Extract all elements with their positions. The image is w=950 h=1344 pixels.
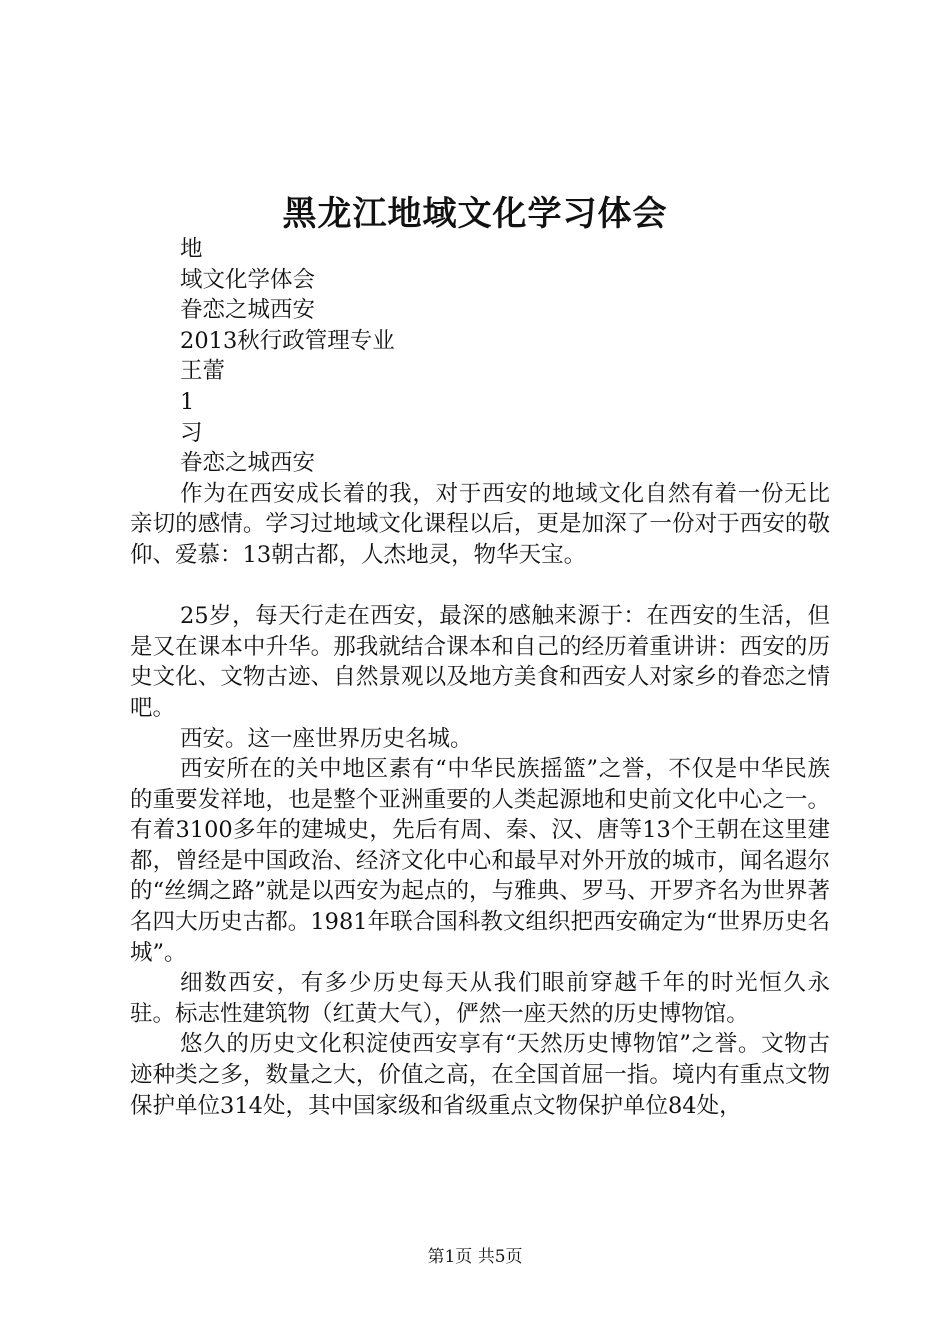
document-body (130, 234, 830, 1121)
header-line: 1 (180, 388, 195, 415)
paragraph: 西安所在的关中地区素有“中华民族摇篮”之誉，不仅是中华民族的重要发祥地，也是整个亚洲重要的人类起源地和史前文化中心之一。有着3100多年的建城史，先后有周、秦、汉、唐等13个王朝在这里建都，曾经是中国政治、经济文化中心和最早对外开放的城市，闻名遐尔的“丝绸之路”就是以西安为起点的，与雅典、罗马、开罗齐名为世界著名四大历史古都。1981年联合国科教文组织把西安确定为“世界历史名城”。 (130, 756, 830, 966)
page-footer: 第1页 共5页 (427, 1247, 523, 1267)
header-line: 王蕾 (180, 358, 226, 385)
header-line: 眷恋之城西安 (180, 450, 316, 477)
header-line: 域文化学体会 (180, 266, 316, 293)
header-line: 眷恋之城西安 (180, 297, 316, 324)
paragraph: 细数西安，有多少历史每天从我们眼前穿越千年的时光恒久永驻。标志性建筑物（红黄大气），俨然一座天然的历史博物馆。 (130, 970, 830, 1027)
paragraph: 作为在西安成长着的我，对于西安的地域文化自然有着一份无比亲切的感情。学习过地域文化课程以后，更是加深了一份对于西安的敬仰、爱慕：13朝古都，人杰地灵，物华天宝。 (130, 480, 830, 568)
header-line: 2013秋行政管理专业 (180, 327, 395, 354)
document-title: 黑龙江地域文化学习体会 (282, 194, 668, 234)
header-line: 习 (180, 419, 203, 446)
paragraph: 25岁，每天行走在西安，最深的感触来源于：在西安的生活，但是又在课本中升华。那我就结合课本和自己的经历着重讲讲：西安的历史文化、文物古迹、自然景观以及地方美食和西安人对家乡的眷恋之情吧。 (130, 603, 830, 721)
header-line: 地 (180, 236, 203, 262)
paragraph: 西安。这一座世界历史名城。 (180, 725, 473, 752)
paragraph: 悠久的历史文化积淀使西安享有“天然历史博物馆”之誉。文物古迹种类之多，数量之大，价值之高，在全国首屈一指。境内有重点文物保护单位314处，其中国家级和省级重点文物保护单位84处， (130, 1031, 830, 1119)
paragraph-gap (130, 571, 830, 602)
